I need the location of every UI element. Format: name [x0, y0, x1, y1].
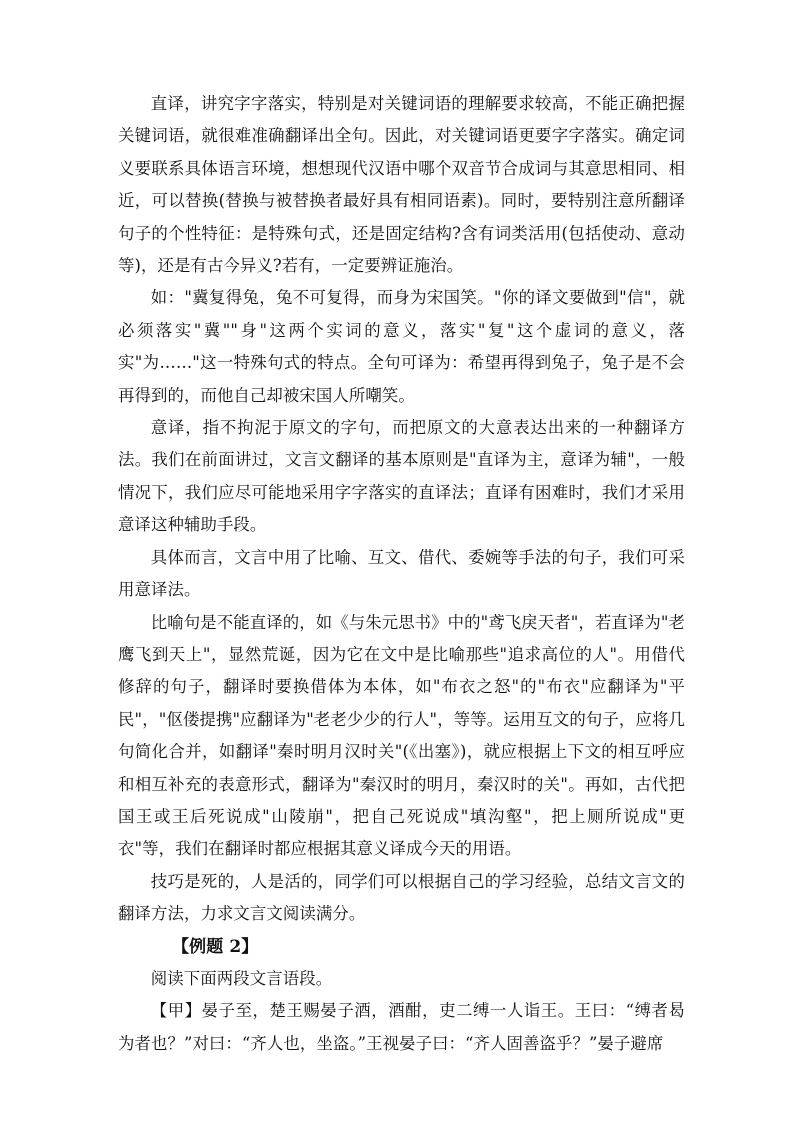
passage-a: 【甲】晏子至，楚王赐晏子酒，酒酣，吏二缚一人诣王。王曰：“缚者曷为者也？”对曰：“齐人也，坐盗。”王视晏子曰：“齐人固善盗乎？”晏子避席	[118, 1001, 685, 1053]
example-heading: 【例题 2】	[172, 936, 259, 957]
example-intro: 阅读下面两段文言语段。	[150, 968, 333, 988]
paragraph-free-translation: 意译，指不拘泥于原文的字句，而把原文的大意表达出来的一种翻译方法。我们在前面讲过，文言文翻译的基本原则是"直译为主，意译为辅"，一般情况下，我们应尽可能地采用字字落实的直译法；直译有困难时，我们才采用意译这种辅助手段。	[118, 418, 685, 535]
paragraph-literal-translation: 直译，讲究字字落实，特别是对关键词语的理解要求较高，不能正确把握关键词语，就很难准确翻译出全句。因此，对关键词语更要字字落实。确定词义要联系具体语言环境，想想现代汉语中哪个双音节合成词与其意思相同、相近，可以替换(替换与被替换者最好具有相同语素)。同时，要特别注意所翻译句子的个性特征：是特殊句式，还是固定结构?含有词类活用(包括使动、意动等)，还是有古今异义?若有，一定要辨证施治。	[118, 94, 685, 276]
document-body	[118, 88, 685, 1060]
paragraph-conclusion: 技巧是死的，人是活的，同学们可以根据自己的学习经验，总结文言文的翻译方法，力求文言文阅读满分。	[118, 871, 685, 924]
paragraph-metaphor-examples: 比喻句是不能直译的，如《与朱元思书》中的"鸢飞戾天者"，若直译为"老鹰飞到天上"，显然荒诞，因为它在文中是比喻那些"追求高位的人"。用借代修辞的句子，翻译时要换借体为本体，如"布衣之怒"的"布衣"应翻译为"平民"，"伛偻提携"应翻译为"老老少少的行人"，等等。运用互文的句子，应将几句简化合并，如翻译"秦时明月汉时关"(《出塞》)，就应根据上下文的相互呼应和相互补充的表意形式，翻译为"秦汉时的明月，秦汉时的关"。再如，古代把国王或王后死说成"山陵崩"，把自己死说成"填沟壑"，把上厕所说成"更衣"等，我们在翻译时都应根据其意义译成今天的用语。	[118, 612, 685, 859]
paragraph-example-rabbit: 如："冀复得兔，兔不可复得，而身为宋国笑。"你的译文要做到"信"，就必须落实"冀""身"这两个实词的意义，落实"复"这个虚词的意义，落实"为……"这一特殊句式的特点。全句可译为：希望再得到兔子，兔子是不会再得到的，而他自己却被宋国人所嘲笑。	[118, 288, 685, 405]
paragraph-rhetoric-methods: 具体而言，文言中用了比喻、互文、借代、委婉等手法的句子，我们可采用意译法。	[118, 547, 685, 600]
